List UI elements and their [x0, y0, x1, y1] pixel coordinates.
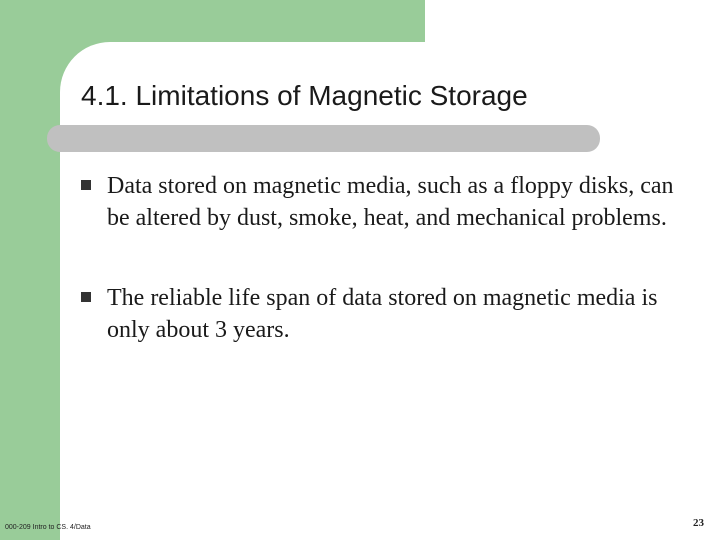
square-bullet-icon	[81, 180, 91, 190]
square-bullet-icon	[81, 292, 91, 302]
bullet-list	[75, 170, 675, 346]
bullet-text: Data stored on magnetic media, such as a floppy disks, can be altered by dust, smoke, heat, and mechanical problems.	[107, 173, 674, 231]
title-underline-bar	[47, 125, 600, 152]
footer-course-label: 000-209 Intro to CS. 4/Data	[5, 524, 91, 531]
bullet-text: The reliable life span of data stored on magnetic media is only about 3 years.	[107, 285, 658, 343]
bullet-item	[75, 170, 675, 234]
bullet-item	[75, 282, 675, 346]
slide-title: 4.1. Limitations of Magnetic Storage	[81, 80, 528, 111]
page-number: 23	[693, 517, 704, 529]
